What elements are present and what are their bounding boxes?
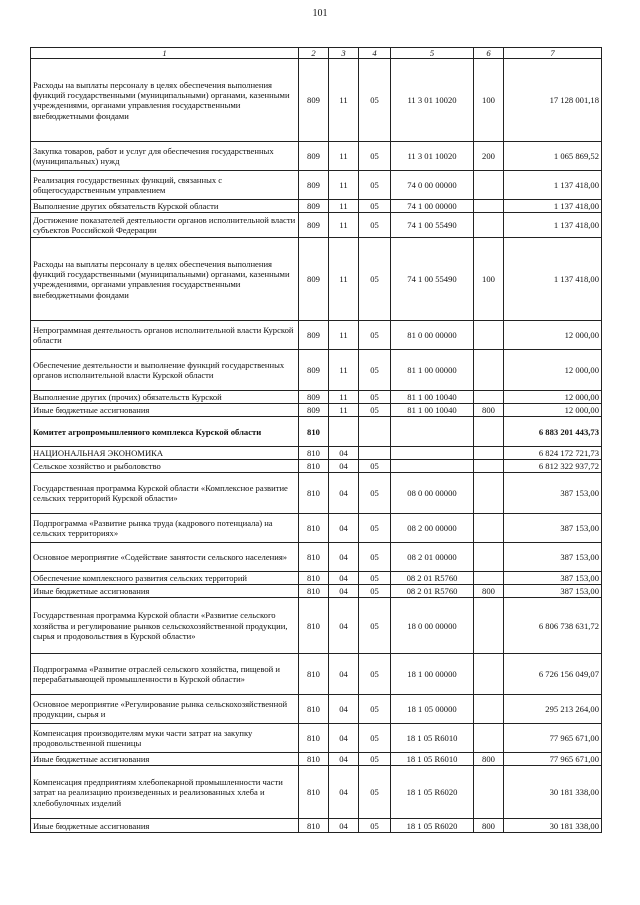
cell-grbs: 810 [299,572,329,585]
cell-name: Непрограммная деятельность органов исполнительной власти Курской области [31,321,299,350]
cell-target-article [391,417,474,447]
cell-name: Государственная программа Курской области «Развитие сельского хозяйства и регулирование рынков сельскохозяйственной продукции, сырья и продовольствия в Курской области» [31,598,299,654]
cell-section: 04 [329,572,359,585]
cell-amount: 387 153,00 [504,514,602,543]
cell-expense-type: 800 [474,819,504,833]
cell-name: Иные бюджетные ассигнования [31,753,299,766]
cell-amount: 6 883 201 443,73 [504,417,602,447]
cell-amount: 1 137 418,00 [504,213,602,238]
cell-target-article: 81 0 00 00000 [391,321,474,350]
cell-amount: 30 181 338,00 [504,766,602,819]
table-row [31,514,602,543]
cell-section: 04 [329,543,359,572]
cell-section: 04 [329,585,359,598]
column-header: 6 [474,48,504,59]
cell-amount: 12 000,00 [504,321,602,350]
cell-amount: 12 000,00 [504,404,602,417]
cell-target-article [391,447,474,460]
cell-grbs: 810 [299,514,329,543]
cell-section: 04 [329,460,359,473]
cell-expense-type [474,213,504,238]
cell-target-article: 74 0 00 00000 [391,171,474,200]
cell-target-article: 08 2 01 R5760 [391,585,474,598]
cell-name: Сельское хозяйство и рыболовство [31,460,299,473]
cell-section: 04 [329,695,359,724]
table-row [31,753,602,766]
cell-grbs: 810 [299,766,329,819]
cell-section: 04 [329,473,359,514]
table-row [31,447,602,460]
cell-amount: 387 153,00 [504,473,602,514]
cell-expense-type [474,350,504,391]
cell-amount: 6 824 172 721,73 [504,447,602,460]
cell-expense-type [474,447,504,460]
cell-expense-type [474,391,504,404]
table-row [31,417,602,447]
cell-name: Выполнение других обязательств Курской области [31,200,299,213]
cell-amount: 17 128 001,18 [504,59,602,142]
cell-section: 11 [329,213,359,238]
cell-name: Иные бюджетные ассигнования [31,819,299,833]
cell-name: Расходы на выплаты персоналу в целях обеспечения выполнения функций государственными (муниципальными) органами, казенными учреждениями, органами управления государственными внебюджетными фондами [31,238,299,321]
cell-grbs: 809 [299,213,329,238]
page-number: 101 [312,8,328,19]
cell-subsection: 05 [359,238,391,321]
cell-grbs: 809 [299,391,329,404]
cell-amount: 387 153,00 [504,585,602,598]
table-row [31,59,602,142]
table-body [31,59,602,833]
table-row [31,391,602,404]
cell-expense-type [474,321,504,350]
cell-grbs: 810 [299,753,329,766]
cell-amount: 1 137 418,00 [504,238,602,321]
cell-target-article: 74 1 00 00000 [391,200,474,213]
cell-amount: 77 965 671,00 [504,753,602,766]
cell-subsection: 05 [359,543,391,572]
cell-name: Расходы на выплаты персоналу в целях обеспечения выполнения функций государственными (муниципальными) органами, казенными учреждениями, органами управления государственными внебюджетными фондами [31,59,299,142]
cell-expense-type [474,417,504,447]
cell-target-article: 18 0 00 00000 [391,598,474,654]
cell-subsection: 05 [359,321,391,350]
cell-grbs: 810 [299,473,329,514]
cell-name: Обеспечение комплексного развития сельских территорий [31,572,299,585]
cell-target-article: 11 3 01 10020 [391,59,474,142]
cell-amount: 387 153,00 [504,543,602,572]
cell-expense-type [474,654,504,695]
cell-subsection: 05 [359,766,391,819]
cell-subsection: 05 [359,200,391,213]
cell-amount: 6 812 322 937,72 [504,460,602,473]
cell-name: Выполнение других (прочих) обязательств Курской [31,391,299,404]
table-row [31,695,602,724]
cell-grbs: 810 [299,585,329,598]
table-row [31,142,602,171]
cell-target-article: 18 1 05 R6010 [391,753,474,766]
column-header: 2 [299,48,329,59]
cell-name: Компенсация предприятиям хлебопекарной промышленности части затрат на реализацию произведенных и реализованных хлеба и хлебобулочных изделий [31,766,299,819]
table-row [31,321,602,350]
cell-target-article: 11 3 01 10020 [391,142,474,171]
cell-subsection: 05 [359,753,391,766]
table-row [31,654,602,695]
cell-grbs: 809 [299,321,329,350]
cell-subsection: 05 [359,598,391,654]
cell-target-article: 08 0 00 00000 [391,473,474,514]
cell-subsection: 05 [359,404,391,417]
table-row [31,213,602,238]
cell-subsection: 05 [359,473,391,514]
table-row [31,238,602,321]
cell-target-article: 18 1 05 R6010 [391,724,474,753]
cell-expense-type [474,473,504,514]
table-row [31,404,602,417]
cell-grbs: 809 [299,59,329,142]
cell-grbs: 810 [299,417,329,447]
cell-target-article: 81 1 00 10040 [391,404,474,417]
cell-grbs: 809 [299,350,329,391]
cell-name: Компенсация производителям муки части затрат на закупку продовольственной пшеницы [31,724,299,753]
budget-table [30,47,602,833]
cell-amount: 387 153,00 [504,572,602,585]
cell-subsection: 05 [359,695,391,724]
cell-amount: 295 213 264,00 [504,695,602,724]
cell-subsection: 05 [359,213,391,238]
cell-expense-type [474,695,504,724]
cell-target-article: 18 1 05 00000 [391,695,474,724]
cell-expense-type: 100 [474,59,504,142]
cell-expense-type [474,514,504,543]
cell-subsection: 05 [359,59,391,142]
cell-expense-type [474,543,504,572]
cell-name: Основное мероприятие «Регулирование рынка сельскохозяйственной продукции, сырья и [31,695,299,724]
cell-section: 04 [329,514,359,543]
table-row [31,585,602,598]
cell-subsection: 05 [359,819,391,833]
cell-grbs: 809 [299,238,329,321]
cell-subsection: 05 [359,654,391,695]
cell-name: Реализация государственных функций, связанных с общегосударственным управлением [31,171,299,200]
cell-expense-type [474,572,504,585]
cell-subsection: 05 [359,391,391,404]
cell-grbs: 809 [299,142,329,171]
cell-section: 04 [329,753,359,766]
cell-name: Комитет агропромышленного комплекса Курской области [31,417,299,447]
cell-amount: 1 137 418,00 [504,200,602,213]
cell-grbs: 810 [299,819,329,833]
cell-grbs: 810 [299,447,329,460]
cell-section: 11 [329,200,359,213]
cell-subsection: 05 [359,724,391,753]
table-row [31,766,602,819]
cell-grbs: 810 [299,460,329,473]
cell-grbs: 810 [299,543,329,572]
cell-target-article: 81 1 00 10040 [391,391,474,404]
cell-expense-type: 100 [474,238,504,321]
cell-section: 04 [329,819,359,833]
cell-subsection: 05 [359,514,391,543]
cell-target-article: 08 2 00 00000 [391,514,474,543]
cell-section: 11 [329,350,359,391]
cell-expense-type: 800 [474,753,504,766]
column-header: 7 [504,48,602,59]
cell-grbs: 810 [299,695,329,724]
table-row [31,572,602,585]
table-row [31,460,602,473]
column-header: 4 [359,48,391,59]
table-row [31,473,602,514]
table-row [31,171,602,200]
cell-amount: 30 181 338,00 [504,819,602,833]
table-row [31,200,602,213]
table-row [31,543,602,572]
cell-section: 11 [329,321,359,350]
table-row [31,819,602,833]
cell-expense-type: 800 [474,404,504,417]
cell-amount: 77 965 671,00 [504,724,602,753]
cell-name: Подпрограмма «Развитие рынка труда (кадрового потенциала) на сельских территориях» [31,514,299,543]
cell-subsection: 05 [359,572,391,585]
column-header: 1 [31,48,299,59]
cell-amount: 6 806 738 631,72 [504,598,602,654]
cell-name: Иные бюджетные ассигнования [31,585,299,598]
cell-grbs: 809 [299,200,329,213]
cell-subsection: 05 [359,460,391,473]
cell-target-article: 08 2 01 00000 [391,543,474,572]
cell-grbs: 810 [299,654,329,695]
cell-expense-type [474,200,504,213]
cell-target-article: 08 2 01 R5760 [391,572,474,585]
cell-amount: 12 000,00 [504,350,602,391]
cell-section: 04 [329,447,359,460]
cell-expense-type [474,766,504,819]
cell-target-article: 81 1 00 00000 [391,350,474,391]
cell-section: 11 [329,171,359,200]
cell-amount: 6 726 156 049,07 [504,654,602,695]
cell-target-article: 74 1 00 55490 [391,213,474,238]
cell-name: Иные бюджетные ассигнования [31,404,299,417]
cell-subsection [359,417,391,447]
cell-section: 04 [329,654,359,695]
cell-subsection [359,447,391,460]
cell-grbs: 809 [299,171,329,200]
cell-name: Достижение показателей деятельности органов исполнительной власти субъектов Российской Федерации [31,213,299,238]
cell-amount: 1 065 869,52 [504,142,602,171]
table-row [31,724,602,753]
cell-grbs: 810 [299,724,329,753]
cell-amount: 1 137 418,00 [504,171,602,200]
cell-expense-type: 200 [474,142,504,171]
cell-name: Государственная программа Курской области «Комплексное развитие сельских территорий Курской области» [31,473,299,514]
cell-expense-type [474,598,504,654]
cell-expense-type [474,171,504,200]
cell-target-article: 18 1 00 00000 [391,654,474,695]
cell-target-article: 18 1 05 R6020 [391,766,474,819]
cell-expense-type: 800 [474,585,504,598]
cell-section: 11 [329,59,359,142]
cell-section: 04 [329,766,359,819]
cell-expense-type [474,460,504,473]
cell-grbs: 809 [299,404,329,417]
cell-name: НАЦИОНАЛЬНАЯ ЭКОНОМИКА [31,447,299,460]
cell-section: 04 [329,724,359,753]
cell-name: Закупка товаров, работ и услуг для обеспечения государственных (муниципальных) нужд [31,142,299,171]
cell-amount: 12 000,00 [504,391,602,404]
cell-name: Основное мероприятие «Содействие занятости сельского населения» [31,543,299,572]
table-header-row [31,48,602,59]
cell-name: Подпрограмма «Развитие отраслей сельского хозяйства, пищевой и перерабатывающей промышленности в Курской области» [31,654,299,695]
cell-name: Обеспечение деятельности и выполнение функций государственных органов исполнительной власти Курской области [31,350,299,391]
cell-section [329,417,359,447]
cell-subsection: 05 [359,585,391,598]
cell-subsection: 05 [359,142,391,171]
cell-section: 11 [329,142,359,171]
column-header: 5 [391,48,474,59]
table-row [31,598,602,654]
cell-grbs: 810 [299,598,329,654]
cell-section: 11 [329,238,359,321]
cell-expense-type [474,724,504,753]
cell-subsection: 05 [359,350,391,391]
cell-section: 11 [329,404,359,417]
cell-subsection: 05 [359,171,391,200]
cell-section: 11 [329,391,359,404]
column-header: 3 [329,48,359,59]
cell-target-article: 18 1 05 R6020 [391,819,474,833]
cell-target-article [391,460,474,473]
table-row [31,350,602,391]
cell-target-article: 74 1 00 55490 [391,238,474,321]
cell-section: 04 [329,598,359,654]
